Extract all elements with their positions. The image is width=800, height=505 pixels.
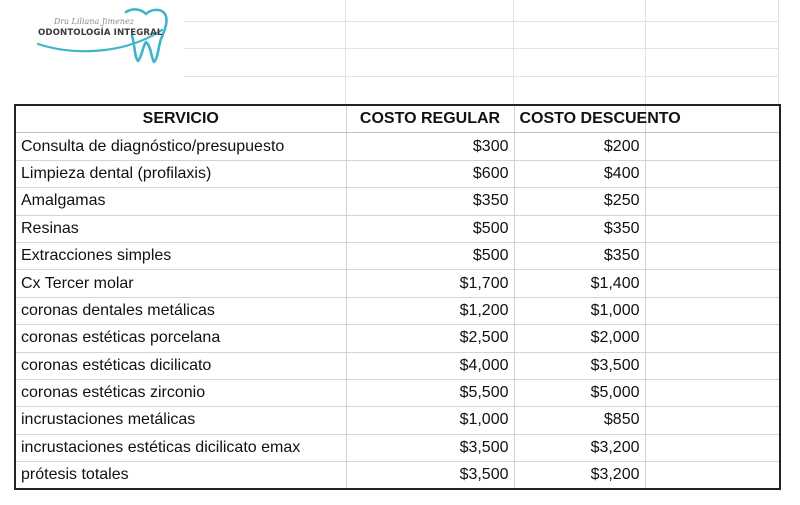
empty-cell[interactable] [645,215,780,242]
empty-cell[interactable] [645,133,780,160]
table-row [15,379,780,406]
table-row [15,188,780,215]
grid-line [184,76,778,77]
regular-cost-cell[interactable]: $600 [346,160,514,187]
table-row [15,434,780,461]
table-row [15,325,780,352]
regular-cost-cell[interactable]: $1,000 [346,407,514,434]
empty-cell[interactable] [645,379,780,406]
discount-cost-cell[interactable]: $200 [514,133,645,160]
empty-cell[interactable] [645,160,780,187]
service-cell[interactable]: Amalgamas [15,188,346,215]
discount-cost-cell[interactable]: $1,000 [514,297,645,324]
grid-line [778,0,779,104]
service-cell[interactable]: prótesis totales [15,462,346,490]
discount-cost-cell[interactable]: $400 [514,160,645,187]
service-cell[interactable]: coronas estéticas dicilicato [15,352,346,379]
grid-line [513,0,514,104]
header-regular-cost[interactable]: COSTO REGULAR [346,105,514,133]
empty-cell[interactable] [645,407,780,434]
discount-cost-cell[interactable]: $2,000 [514,325,645,352]
regular-cost-cell[interactable]: $300 [346,133,514,160]
regular-cost-cell[interactable]: $500 [346,242,514,269]
discount-cost-cell[interactable]: $3,500 [514,352,645,379]
discount-cost-cell[interactable]: $350 [514,215,645,242]
empty-cell[interactable] [645,270,780,297]
service-cell[interactable]: Resinas [15,215,346,242]
grid-line [645,0,646,104]
logo-script-text: Dra Liliana Jimenez [54,17,134,26]
discount-cost-cell[interactable]: $3,200 [514,434,645,461]
service-cell[interactable]: incrustaciones estéticas dicilicato emax [15,434,346,461]
regular-cost-cell[interactable]: $5,500 [346,379,514,406]
regular-cost-cell[interactable]: $3,500 [346,462,514,490]
table-row [15,407,780,434]
empty-cell[interactable] [645,325,780,352]
regular-cost-cell[interactable]: $3,500 [346,434,514,461]
table-row [15,160,780,187]
service-cell[interactable]: incrustaciones metálicas [15,407,346,434]
empty-cell[interactable] [645,434,780,461]
regular-cost-cell[interactable]: $1,700 [346,270,514,297]
empty-cell[interactable] [645,242,780,269]
regular-cost-cell[interactable]: $500 [346,215,514,242]
regular-cost-cell[interactable]: $4,000 [346,352,514,379]
service-cell[interactable]: Extracciones simples [15,242,346,269]
regular-cost-cell[interactable]: $1,200 [346,297,514,324]
header-discount-cost[interactable]: COSTO DESCUENTO [514,105,645,133]
discount-cost-cell[interactable]: $250 [514,188,645,215]
table-row [15,297,780,324]
service-cell[interactable]: coronas estéticas zirconio [15,379,346,406]
header-row [15,105,780,133]
table-row [15,133,780,160]
service-cell[interactable]: Cx Tercer molar [15,270,346,297]
table-row [15,462,780,490]
discount-cost-cell[interactable]: $1,400 [514,270,645,297]
regular-cost-cell[interactable]: $350 [346,188,514,215]
discount-cost-cell[interactable]: $850 [514,407,645,434]
grid-line [345,0,346,104]
grid-line [184,21,778,22]
service-cell[interactable]: coronas dentales metálicas [15,297,346,324]
empty-cell[interactable] [645,297,780,324]
table-row [15,270,780,297]
empty-cell[interactable] [645,462,780,490]
discount-cost-cell[interactable]: $5,000 [514,379,645,406]
sheet-top-grid [0,0,800,104]
regular-cost-cell[interactable]: $2,500 [346,325,514,352]
table-row [15,215,780,242]
header-service[interactable]: SERVICIO [15,105,346,133]
discount-cost-cell[interactable]: $350 [514,242,645,269]
grid-line [184,48,778,49]
logo-name: ODONTOLOGÍA INTEGRAL [38,28,163,38]
price-table [14,104,781,490]
clinic-logo [30,6,180,68]
service-cell[interactable]: Consulta de diagnóstico/presupuesto [15,133,346,160]
empty-cell[interactable] [645,188,780,215]
discount-cost-cell[interactable]: $3,200 [514,462,645,490]
service-cell[interactable]: coronas estéticas porcelana [15,325,346,352]
table-row [15,242,780,269]
table-row [15,352,780,379]
service-cell[interactable]: Limpieza dental (profilaxis) [15,160,346,187]
empty-cell[interactable] [645,352,780,379]
